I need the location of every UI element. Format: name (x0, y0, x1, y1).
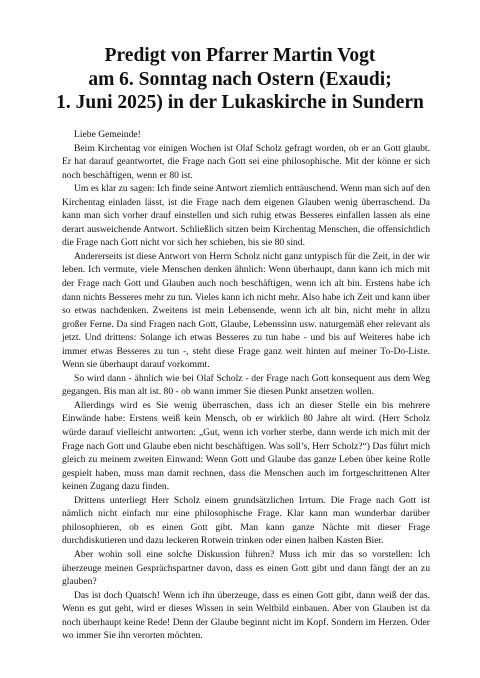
paragraph: Andererseits ist diese Antwort von Herrn Scholz nicht ganz untypisch für die Zeit, in der wir leben. Ich vermute, viele Menschen denken ähnlich: Wenn überhaupt, dann kann ich mich mit der Frage nach Gott und Glauben auch noch beschäftigen, wenn ich alt bin. Erstens habe ich dann nichts Besseres mehr zu tun. Vieles kann ich nicht mehr. Also habe ich Zeit und kann über so etwas nachdenken. Zweitens ist mein Lebensende, wenn ich alt bin, nicht mehr in allzu großer Ferne. Da sind Fragen nach Gott, Glaube, Lebenssinn usw. naturgemäß eher relevant als jetzt. Und drittens: Solange ich etwas Besseres zu tun habe - und bis auf Weiteres habe ich immer etwas Besseres zu tun -, steht diese Frage ganz weit hinten auf meiner To-Do-Liste. Wenn sie überhaupt darauf vorkommt. (62, 250, 430, 371)
sermon-body (62, 128, 430, 643)
paragraph: Beim Kirchentag vor einigen Wochen ist Olaf Scholz gefragt worden, ob er an Gott glaubt. Er hat darauf geantwortet, die Frage nach Gott sei eine philosophische. Mit der könne er sich noch beschäftigen, wenn er 80 ist. (62, 142, 430, 181)
page-title (40, 44, 440, 115)
paragraph: Aber wohin soll eine solche Diskussion führen? Muss ich mir das so vorstellen: Ich überzeuge meinen Gesprächspartner davon, dass es einen Gott gibt und dann fängt der an zu glauben? (62, 548, 430, 588)
paragraph: Um es klar zu sagen: Ich finde seine Antwort ziemlich enttäuschend. Wenn man sich auf den Kirchentag einladen lässt, ist die Frage nach dem eigenen Glauben wenig überraschend. Da kann man sich vorher drauf einstellen und sich ruhig etwas Besseres einfallen lassen als eine derart ausweichende Antwort. Schließlich sitzen beim Kirchentag Menschen, die offensichtlich die Frage nach Gott nicht vor sich her schieben, bis sie 80 sind. (62, 183, 430, 249)
title-line: Predigt von Pfarrer Martin Vogt (104, 45, 376, 66)
title-line: 1. Juni 2025) in der Lukaskirche in Sundern (56, 92, 424, 113)
title-line: am 6. Sonntag nach Ostern (Exaudi; (88, 68, 392, 90)
paragraph: Drittens unterliegt Herr Scholz einem grundsätzlichen Irrtum. Die Frage nach Gott ist nämlich nicht einfach nur eine philosophische Frage. Klar kann man wunderbar darüber philosophieren, ob es einen Gott gibt. Man kann ganze Nächte mit dieser Frage durchdiskutieren und dazu leckeren Rotwein trinken oder einen halben Kasten Bier. (62, 494, 430, 547)
paragraph: Das ist doch Quatsch! Wenn ich ihn überzeuge, dass es einen Gott gibt, dann weiß der das. Wenn es gut geht, wird er dieses Wissen in sein Weltbild einbauen. Aber von Glauben ist da noch überhaupt keine Rede! Denn der Glaube beginnt nicht im Kopf. Sondern im Herzen. Oder wo immer Sie ihn verorten möchten. (62, 589, 430, 642)
paragraph: So wird dann - ähnlich wie bei Olaf Scholz - der Frage nach Gott konsequent aus dem Weg gegangen. Bis man alt ist. 80 - ob wann immer Sie diesen Punkt ansetzen wollen. (62, 372, 430, 398)
salutation: Liebe Gemeinde! (74, 129, 141, 140)
paragraph: Allerdings wird es Sie wenig überraschen, dass ich an dieser Stelle ein bis mehrere Einwände habe: Erstens weiß kein Mensch, ob er wirklich 80 Jahre alt wird. (Herr Scholz würde darauf vielleicht antworten: „Gut, wenn ich vorher sterbe, dann werde ich mich mit der Frage nach Gott und Glaube eben nicht beschäftigen. Was soll’s, Herr Scholz?“) Das führt mich gleich zu meinem zweiten Einwand: Wenn Gott und Glaube das ganze Leben über keine Rolle gespielt haben, muss man damit rechnen, dass die Menschen auch im fortgeschrittenen Alter keinen Zugang dazu finden. (62, 399, 430, 493)
